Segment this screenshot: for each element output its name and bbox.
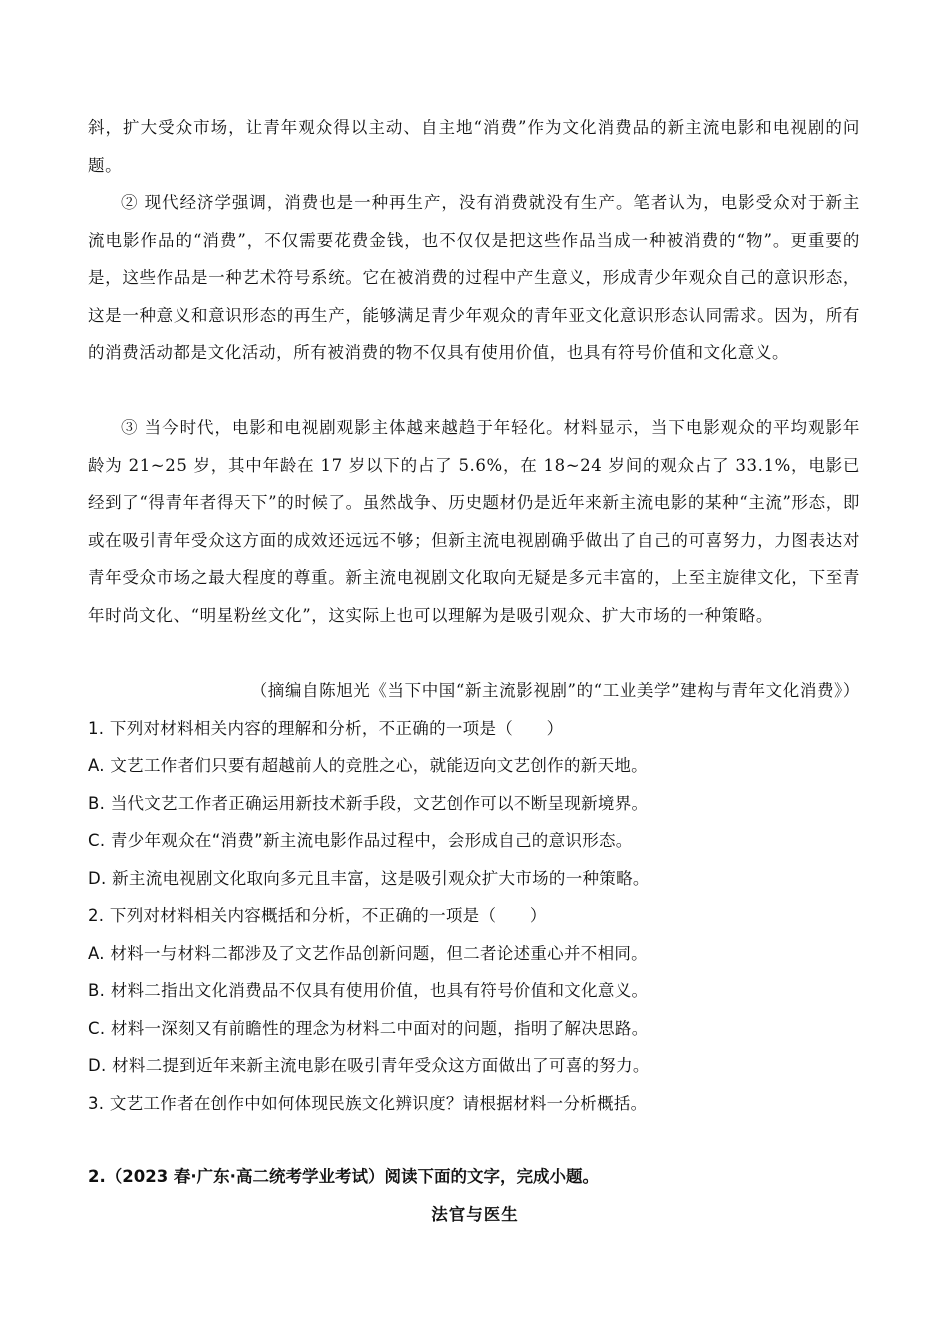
question-2-option-c: C. 材料一深刻又有前瞻性的理念为材料二中面对的问题，指明了解决思路。	[88, 1019, 649, 1038]
question-3-stem: 3. 文艺工作者在创作中如何体现民族文化辨识度？请根据材料一分析概括。	[88, 1094, 648, 1113]
section-2-heading: 2.（2023 春·广东·高二统考学业考试）阅读下面的文字，完成小题。	[88, 1167, 599, 1186]
question-2-option-a: A. 材料一与材料二都涉及了文艺作品创新问题，但二者论述重心并不相同。	[88, 944, 648, 963]
section-2-title: 法官与医生	[431, 1205, 519, 1224]
passage-source: （摘编自陈旭光《当下中国“新主流影视剧”的“工业美学”建构与青年文化消费》）	[250, 681, 860, 700]
question-1-option-c: C. 青少年观众在“消费”新主流电影作品过程中，会形成自己的意识形态。	[88, 831, 633, 850]
passage-paragraph-continuation: 斜，扩大受众市场，让青年观众得以主动、自主地“消费”作为文化消费品的新主流电影和电视剧的问题。	[88, 118, 860, 175]
question-2-option-d: D. 材料二提到近年来新主流电影在吸引青年受众这方面做出了可喜的努力。	[88, 1056, 650, 1075]
question-2-option-b: B. 材料二指出文化消费品不仅具有使用价值，也具有符号价值和文化意义。	[88, 981, 649, 1000]
question-1-option-a: A. 文艺工作者们只要有超越前人的竞胜之心，就能迈向文艺创作的新天地。	[88, 756, 648, 775]
passage-paragraph-2: ② 现代经济学强调，消费也是一种再生产，没有消费就没有生产。笔者认为，电影受众对于新主流电影作品的“消费”，不仅需要花费金钱，也不仅仅是把这些作品当成一种被消费的“物”。更重要的是，这些作品是一种艺术符号系统。它在被消费的过程中产生意义，形成青少年观众自己的意识形态，这是一种意义和意识形态的再生产，能够满足青少年观众的青年亚文化意识形态认同需求。因为，所有的消费活动都是文化活动，所有被消费的物不仅具有使用价值，也具有符号价值和文化意义。	[88, 193, 860, 362]
question-1-option-d: D. 新主流电视剧文化取向多元且丰富，这是吸引观众扩大市场的一种策略。	[88, 869, 650, 888]
question-1-option-b: B. 当代文艺工作者正确运用新技术新手段，文艺创作可以不断呈现新境界。	[88, 794, 649, 813]
question-1-stem: 1. 下列对材料相关内容的理解和分析，不正确的一项是（ ）	[88, 719, 564, 738]
question-2-stem: 2. 下列对材料相关内容概括和分析，不正确的一项是（ ）	[88, 906, 547, 925]
passage-paragraph-3: ③ 当今时代，电影和电视剧观影主体越来越趋于年轻化。材料显示，当下电影观众的平均观影年龄为 21~25 岁，其中年龄在 17 岁以下的占了 5.6%，在 18~24 岁间的观众占了 33.1%，电影已经到了“得青年者得天下”的时候了。虽然战争、历史题材仍是近年来新主流电影的某种“主流”形态，即或在吸引青年受众这方面的成效还远远不够；但新主流电视剧确乎做出了自己的可喜努力，力图表达对青年受众市场之最大程度的尊重。新主流电视剧文化取向无疑是多元丰富的，上至主旋律文化，下至青年时尚文化、“明星粉丝文化”，这实际上也可以理解为是吸引观众、扩大市场的一种策略。	[88, 418, 860, 625]
